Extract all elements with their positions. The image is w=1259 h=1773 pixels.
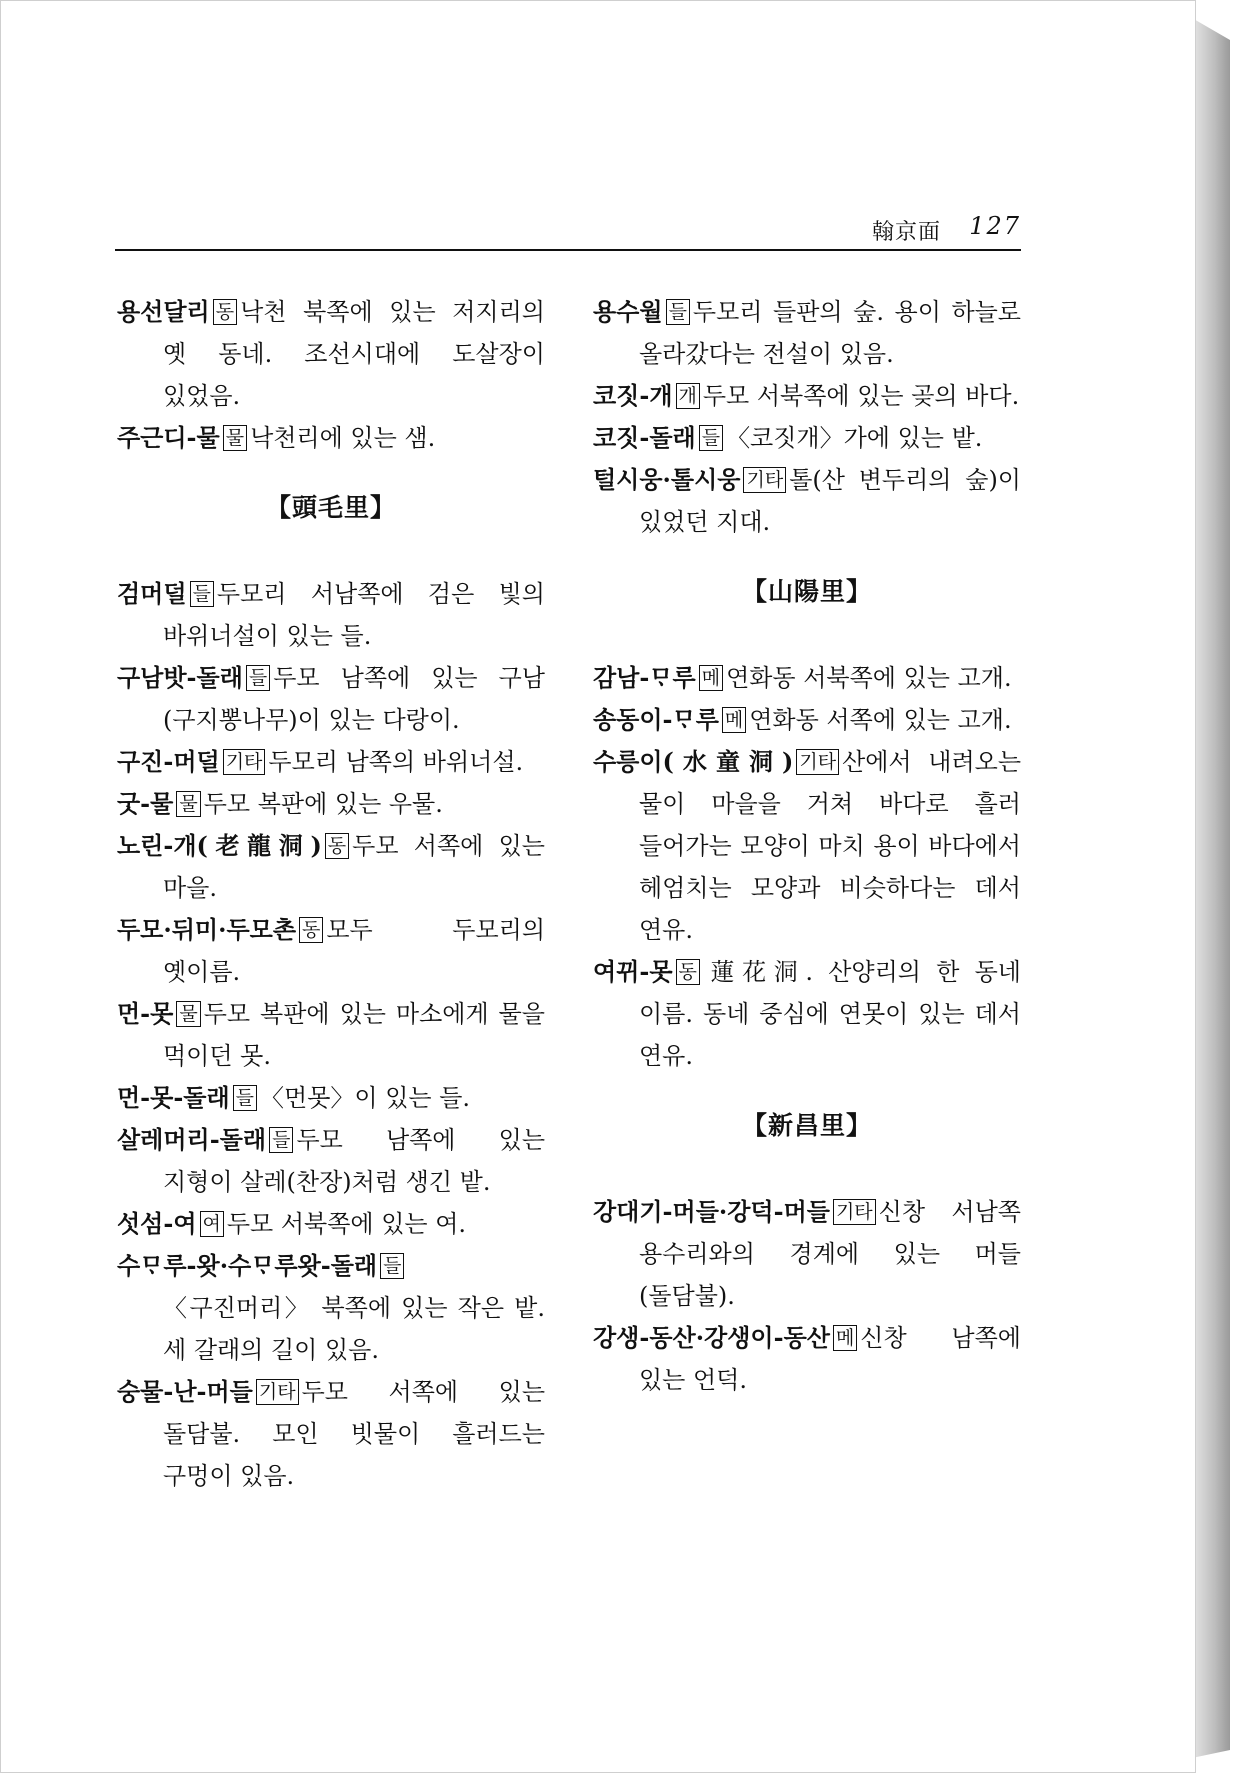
running-header [115, 211, 1021, 251]
right-column [593, 291, 1021, 1401]
dictionary-entry [593, 291, 1021, 375]
dictionary-entry [593, 1317, 1021, 1401]
dictionary-entry [593, 375, 1021, 417]
dictionary-entry [117, 825, 545, 909]
entry-headword: 수릉이(水童洞) [593, 747, 794, 776]
entry-category-tag: 기타 [796, 749, 839, 775]
entry-category-tag: 들 [190, 581, 214, 607]
entry-headword: 털시웅·톨시웅 [593, 465, 741, 494]
entry-category-tag: 들 [699, 425, 723, 451]
entry-description: 톨(산 변두리의 숲)이 있었던 지대. [639, 466, 1021, 536]
entry-description: 두모리 남쪽의 바위너설. [268, 748, 524, 776]
dictionary-entry [117, 1077, 545, 1119]
entry-headword: 두모·뒤미·두모촌 [117, 915, 296, 944]
entry-headword: 숭물-난-머들 [117, 1377, 253, 1406]
entry-headword: 굿-물 [117, 789, 174, 818]
entry-headword: 먼-못-돌래 [117, 1083, 230, 1112]
entry-category-tag: 동 [676, 959, 700, 985]
dictionary-entry [117, 993, 545, 1077]
entry-headword: 용수월 [593, 297, 663, 326]
entry-category-tag: 동 [325, 833, 349, 859]
right-entries-sinchang [593, 1191, 1021, 1401]
dictionary-entry [593, 699, 1021, 741]
dictionary-entry [593, 951, 1021, 1077]
entry-description: 두모리 서남쪽에 검은 빛의 바위너설이 있는 들. [163, 580, 545, 650]
entry-category-tag: 메 [699, 665, 723, 691]
entry-description: 蓮花洞. 산양리의 한 동네 이름. 동네 중심에 연못이 있는 데서 연유. [639, 958, 1021, 1070]
entry-category-tag: 들 [269, 1127, 293, 1153]
entry-description: 연화동 서북쪽에 있는 고개. [726, 664, 1012, 692]
section-title-sinchang: 【新昌里】 [741, 1111, 872, 1140]
entry-category-tag: 동 [299, 917, 323, 943]
entry-headword: 코짓-돌래 [593, 423, 696, 452]
entry-category-tag: 물 [176, 791, 200, 817]
entry-category-tag: 물 [223, 425, 247, 451]
entry-headword: 검머덜 [117, 579, 187, 608]
entry-headword: 먼-못 [117, 999, 174, 1028]
book-page-edge [1192, 18, 1230, 1758]
dictionary-entry [117, 417, 545, 459]
entry-category-tag: 들 [246, 665, 270, 691]
entry-headword: 송동이-ᄆᆞ루 [593, 705, 719, 734]
entry-description: 두모 남쪽에 있는 구남(구지뽕나무)이 있는 다랑이. [163, 664, 545, 734]
entry-description: 산에서 내려오는 물이 마을을 거쳐 바다로 흘러 들어가는 모양이 마치 용이 바다에서 헤엄치는 모양과 비슷하다는 데서 연유. [639, 748, 1021, 944]
left-entries-main [117, 573, 545, 1497]
dictionary-entry [593, 459, 1021, 543]
entry-description: 두모 남쪽에 있는 지형이 살레(찬장)처럼 생긴 밭. [163, 1126, 545, 1196]
entry-description: 두모 서쪽에 있는 돌담불. 모인 빗물이 흘러드는 구멍이 있음. [163, 1378, 545, 1490]
dictionary-entry [117, 291, 545, 417]
entry-description: 두모 서쪽에 있는 마을. [163, 832, 545, 902]
left-entries-top [117, 291, 545, 459]
entry-category-tag: 물 [176, 1001, 200, 1027]
entry-description: 낙천리에 있는 샘. [250, 424, 436, 452]
header-rule [115, 249, 1021, 251]
dictionary-entry [117, 741, 545, 783]
running-header-section: 翰京面 [871, 220, 941, 245]
entry-headword: 여뀌-못 [593, 957, 673, 986]
dictionary-entry [117, 1245, 545, 1371]
dictionary-entry [117, 909, 545, 993]
dictionary-entry [117, 1119, 545, 1203]
entry-category-tag: 메 [833, 1325, 857, 1351]
dictionary-entry [117, 1203, 545, 1245]
entry-category-tag: 개 [676, 383, 700, 409]
entry-category-tag: 메 [722, 707, 746, 733]
entry-description: 두모 서북쪽에 있는 여. [226, 1210, 467, 1238]
right-entries-sanyang [593, 657, 1021, 1077]
entry-headword: 강생-동산·강생이-동산 [593, 1323, 830, 1352]
entry-category-tag: 기타 [223, 749, 266, 775]
dictionary-entry [593, 417, 1021, 459]
entry-description: 신창 남쪽에 있는 언덕. [639, 1324, 1021, 1394]
page-number: 127 [969, 212, 1021, 240]
entry-description: 두모 복판에 있는 우물. [203, 790, 443, 818]
entry-category-tag: 기타 [743, 467, 786, 493]
entry-description: 모두 두모리의 옛이름. [163, 916, 545, 986]
entry-description: 연화동 서쪽에 있는 고개. [749, 706, 1012, 734]
right-entries-top [593, 291, 1021, 543]
dictionary-entry [593, 657, 1021, 699]
dictionary-entry [117, 1371, 545, 1497]
section-title-dumo: 【頭毛里】 [265, 493, 396, 522]
entry-headword: 섯섬-여 [117, 1209, 197, 1238]
dictionary-entry [117, 573, 545, 657]
entry-headword: 구진-머덜 [117, 747, 220, 776]
entry-headword: 구남밧-돌래 [117, 663, 243, 692]
dictionary-entry [117, 783, 545, 825]
section-title-sanyang: 【山陽里】 [741, 577, 872, 606]
entry-headword: 감남-ᄆᆞ루 [593, 663, 696, 692]
entry-category-tag: 들 [666, 299, 690, 325]
dictionary-entry [593, 741, 1021, 951]
entry-headword: 수ᄆᆞ루-왓·수ᄆᆞ루왓-돌래 [117, 1251, 378, 1280]
entry-category-tag: 기타 [256, 1379, 299, 1405]
entry-headword: 살레머리-돌래 [117, 1125, 267, 1154]
entry-headword: 주근디-물 [117, 423, 220, 452]
entry-category-tag: 동 [213, 299, 237, 325]
entry-category-tag: 들 [233, 1085, 257, 1111]
dictionary-entry [117, 657, 545, 741]
entry-description: 〈구진머리〉 북쪽에 있는 작은 밭. 세 갈래의 길이 있음. [163, 1294, 545, 1364]
left-column [117, 291, 545, 1497]
entry-category-tag: 들 [380, 1253, 404, 1279]
dictionary-entry [593, 1191, 1021, 1317]
entry-headword: 노린-개(老龍洞) [117, 831, 322, 860]
entry-headword: 용선달리 [117, 297, 210, 326]
entry-category-tag: 기타 [833, 1199, 876, 1225]
entry-description: 〈먼못〉이 있는 들. [260, 1084, 471, 1112]
entry-headword: 강대기-머들·강덕-머들 [593, 1197, 830, 1226]
entry-description: 낙천 북쪽에 있는 저지리의 옛 동네. 조선시대에 도살장이 있었음. [163, 298, 545, 410]
entry-category-tag: 여 [200, 1211, 224, 1237]
entry-description: 신창 서남쪽 용수리와의 경계에 있는 머들(돌담불). [639, 1198, 1021, 1310]
entry-description: 두모 서북쪽에 있는 곶의 바다. [702, 382, 1020, 410]
entry-description: 두모리 들판의 숲. 용이 하늘로 올라갔다는 전설이 있음. [639, 298, 1021, 368]
entry-description: 〈코짓개〉가에 있는 밭. [726, 424, 983, 452]
entry-description: 두모 복판에 있는 마소에게 물을 먹이던 못. [163, 1000, 545, 1070]
entry-headword: 코짓-개 [593, 381, 673, 410]
